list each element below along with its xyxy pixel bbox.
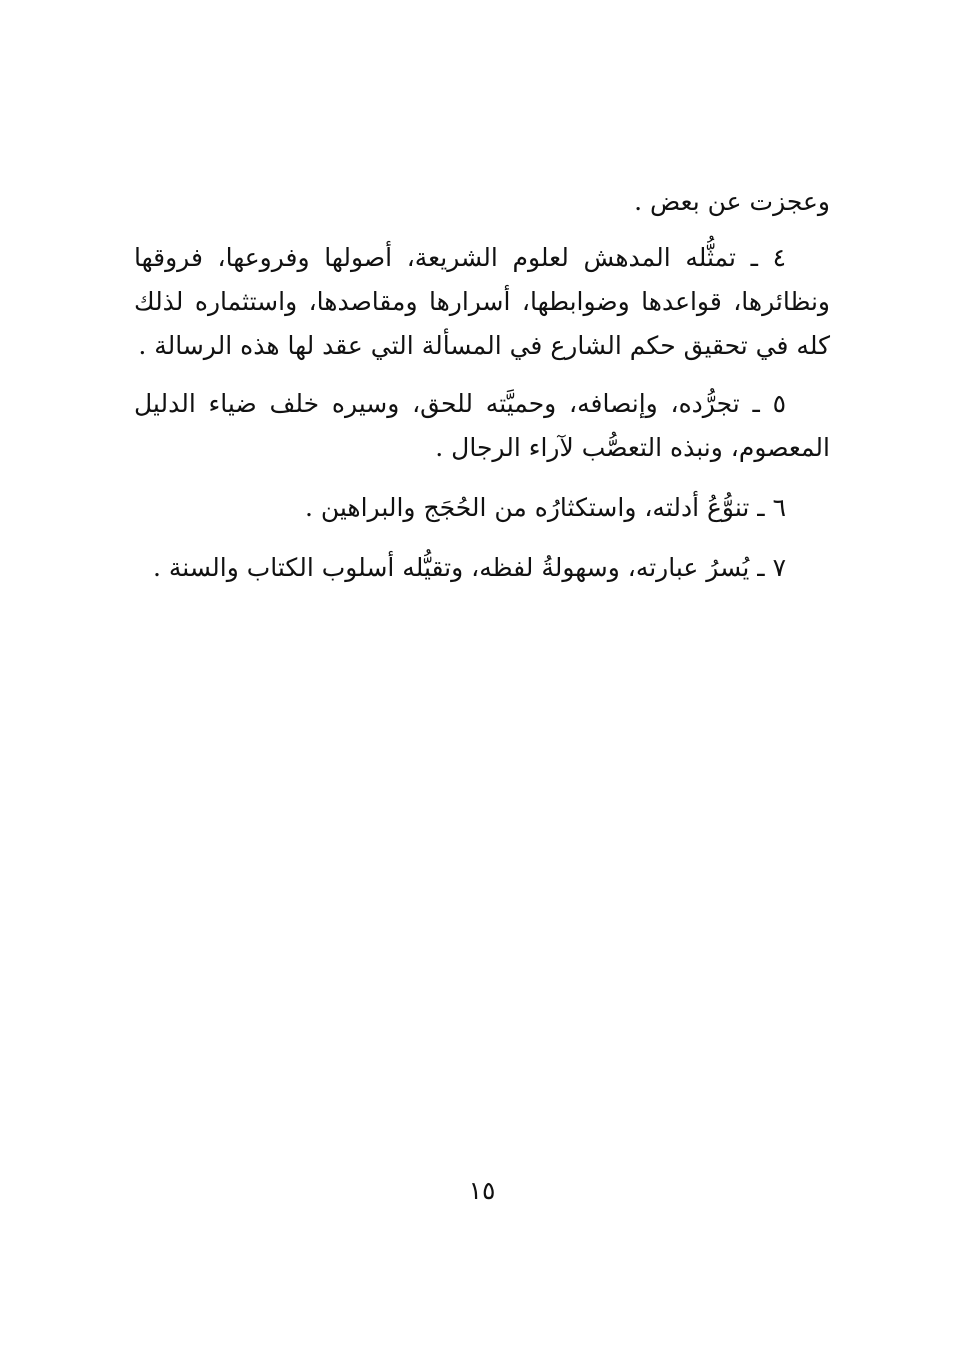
paragraph-line: كله في تحقيق حكم الشارع في المسألة التي عقد لها هذه الرسالة . (138, 331, 830, 360)
page-number: ١٥ (468, 1176, 496, 1205)
continuation-paragraph (134, 180, 830, 224)
list-item-4 (134, 236, 830, 368)
paragraph-line: وعجزت عن بعض . (634, 187, 830, 216)
paragraph-line: ونظائرها، قواعدها وضوابطها، أسرارها ومقاصدها، واستثماره لذلك (134, 287, 830, 316)
paragraph-line: ٤ ـ تمثُّله المدهش لعلوم الشريعة، أصولها وفروعها، فروقها (134, 243, 786, 272)
paragraph-line: المعصوم، ونبذه التعصُّب لآراء الرجال . (435, 433, 830, 462)
list-item-5 (134, 382, 830, 470)
paragraph-line: ٧ ـ يُسرُ عبارته، وسهولةُ لفظه، وتقيُّله أسلوب الكتاب والسنة . (152, 553, 786, 582)
list-item-6 (134, 486, 830, 530)
paragraph-line: ٥ ـ تجرُّده، وإنصافه، وحميَّته للحق، وسيره خلف ضياء الدليل (134, 389, 786, 418)
paragraph-line: ٦ ـ تنوُّعُ أدلته، واستكثارُه من الحُجَج والبراهين . (304, 493, 786, 522)
list-item-7 (134, 546, 830, 590)
